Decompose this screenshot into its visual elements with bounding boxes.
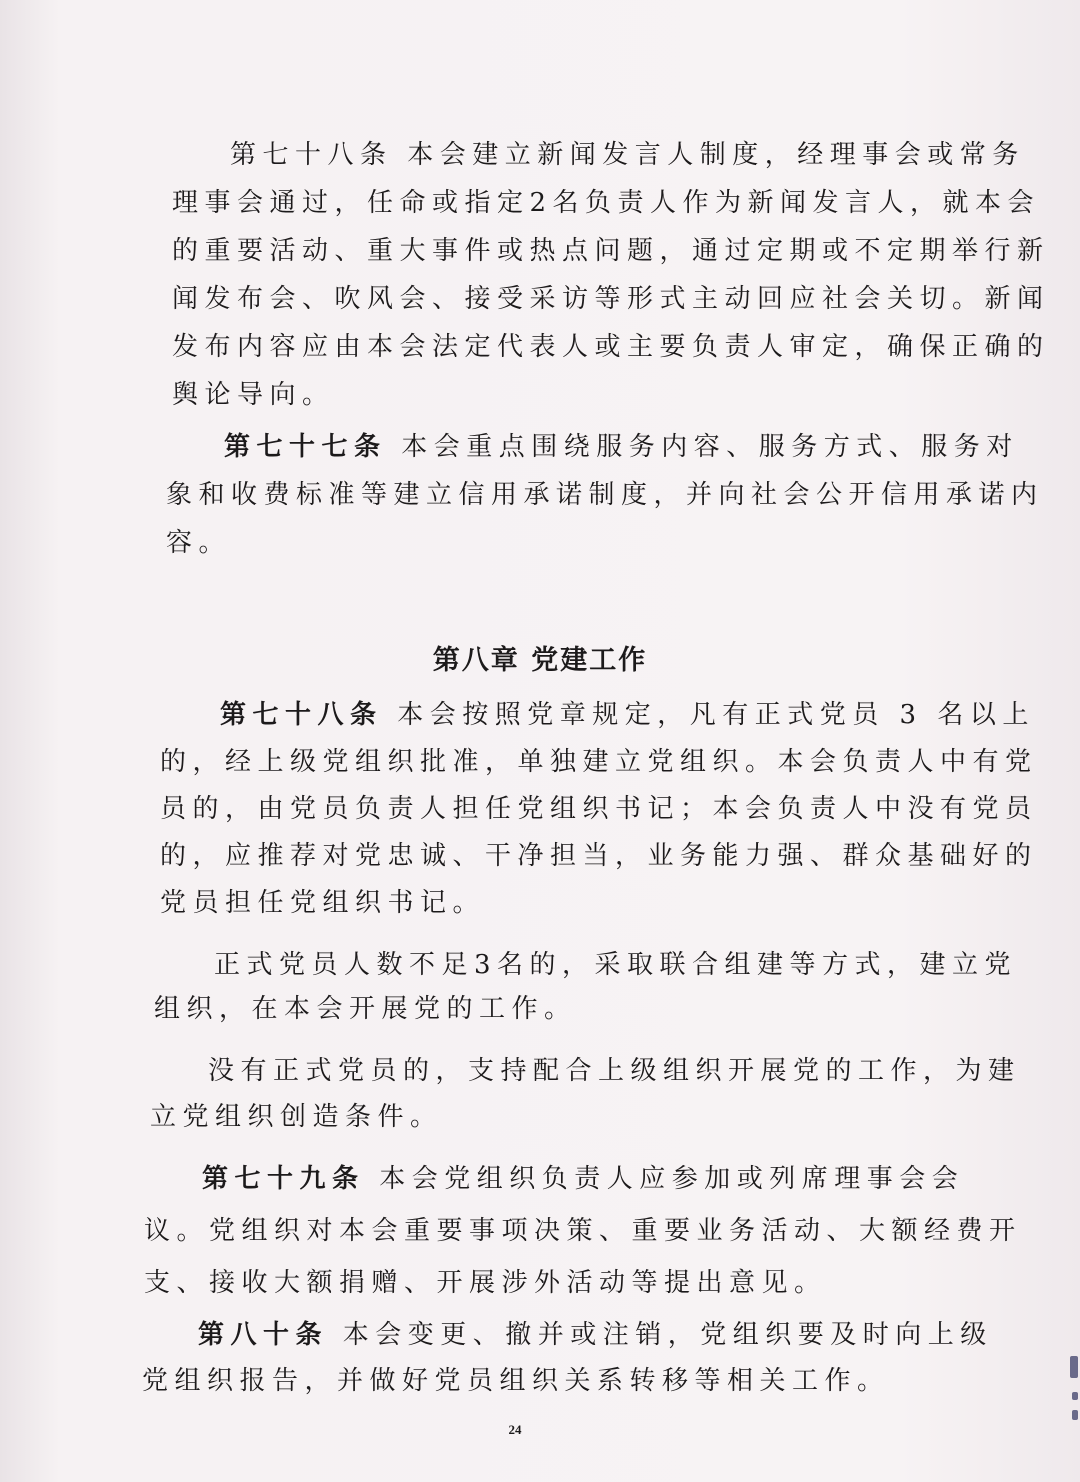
text-segment: 本会按照党章规定，凡有正式党员 3 名以上 (382, 700, 1035, 730)
text-line (220, 694, 1035, 731)
paragraph-no-members (150, 1050, 1021, 1146)
text-line: 支、接收大额捐赠、开展涉外活动等提出意见。 (144, 1268, 827, 1298)
text-line: 的重要活动、重大事件或热点问题，通过定期或不定期举行新 (172, 236, 1050, 266)
chapter-heading: 第八章 党建工作 (432, 645, 648, 676)
edge-ink-mark (1072, 1392, 1078, 1400)
text-line (198, 1314, 993, 1351)
text-line: 党员担任党组织书记。 (160, 888, 486, 918)
text-line: 的，应推荐对党忠诚、干净担当，业务能力强、群众基础好的 (160, 841, 1038, 871)
article-heading: 第七十八条 (220, 700, 383, 730)
text-line: 舆论导向。 (172, 380, 335, 410)
article-heading: 第七十九条 (202, 1164, 365, 1194)
page-number: 24 (508, 1422, 522, 1437)
text-line: 第七十八条 本会建立新闻发言人制度，经理事会或常务 (230, 140, 1025, 170)
edge-ink-mark (1070, 1356, 1078, 1378)
article-77-credit-commitment (166, 426, 1044, 566)
text-segment: 本会党组织负责人应参加或列席理事会会 (364, 1164, 965, 1194)
article-heading: 第八十条 (198, 1320, 329, 1350)
text-line: 正式党员人数不足3名的，采取联合组建等方式，建立党 (214, 950, 1018, 980)
text-line: 象和收费标准等建立信用承诺制度，并向社会公开信用承诺内 (166, 480, 1044, 510)
text-line (224, 426, 1019, 463)
text-segment: 本会变更、撤并或注销，党组织要及时向上级 (328, 1320, 993, 1350)
paragraph-insufficient-members (154, 944, 1018, 1040)
text-segment: 本会重点围绕服务内容、服务方式、服务对 (386, 432, 1019, 462)
text-line: 立党组织创造条件。 (150, 1102, 443, 1132)
text-line: 党组织报告，并做好党员组织关系转移等相关工作。 (142, 1366, 890, 1396)
text-line: 的，经上级党组织批准，单独建立党组织。本会负责人中有党 (160, 747, 1038, 777)
text-line: 发布内容应由本会法定代表人或主要负责人审定，确保正确的 (172, 332, 1050, 362)
text-line (202, 1158, 964, 1195)
text-line: 组织，在本会开展党的工作。 (154, 994, 577, 1024)
article-heading: 第七十七条 (224, 432, 387, 462)
text-line: 容。 (166, 528, 232, 558)
text-line: 员的，由党员负责人担任党组织书记；本会负责人中没有党员 (160, 794, 1038, 824)
text-line: 没有正式党员的，支持配合上级组织开展党的工作，为建 (208, 1056, 1021, 1086)
article-78-news-spokesperson (172, 134, 1050, 414)
article-79-party-leader-participation (144, 1158, 1022, 1298)
article-78-party-organization (160, 694, 1038, 934)
text-line: 议。党组织对本会重要事项决策、重要业务活动、大额经费开 (144, 1216, 1022, 1246)
article-80-dissolution-report (142, 1314, 993, 1410)
text-line: 理事会通过，任命或指定2名负责人作为新闻发言人，就本会 (172, 188, 1041, 218)
text-line: 闻发布会、吹风会、接受采访等形式主动回应社会关切。新闻 (172, 284, 1050, 314)
edge-ink-mark (1072, 1410, 1078, 1420)
